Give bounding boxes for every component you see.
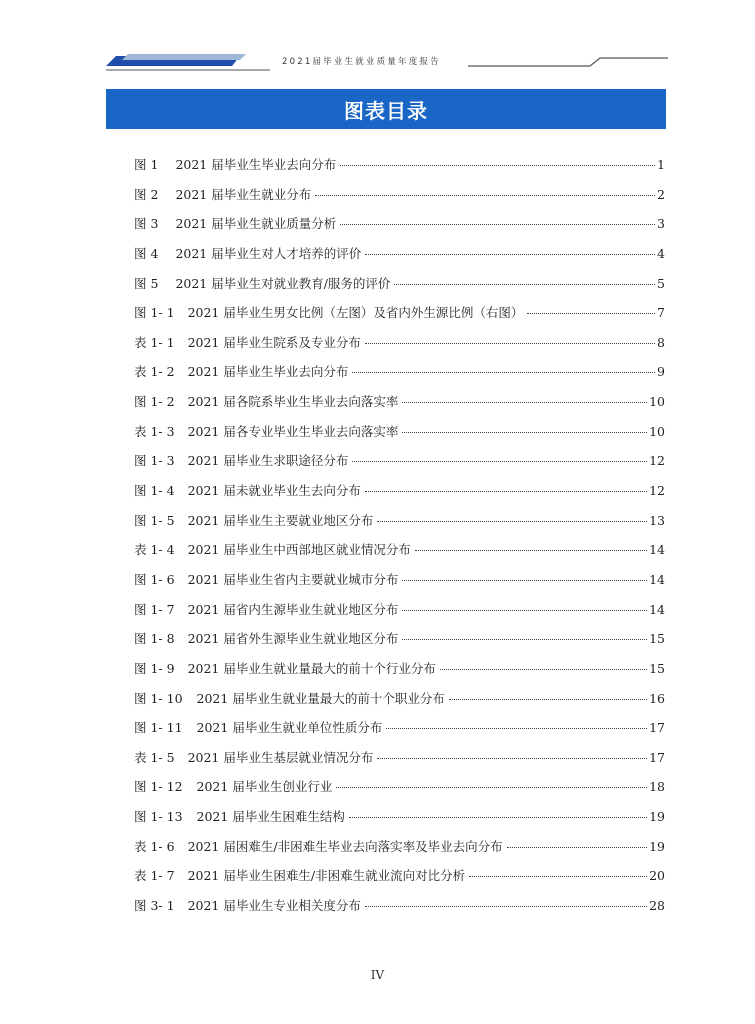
toc-entry-page: 19 [649, 809, 665, 825]
toc-entry[interactable] [134, 624, 665, 654]
toc-entry-title: 2021 届毕业生对就业教育/服务的评价 [175, 275, 391, 291]
toc-entry-label: 图 5 [134, 275, 159, 291]
toc-entry-page: 14 [649, 571, 665, 587]
toc-entry-title: 2021 届毕业生专业相关度分布 [187, 898, 361, 914]
toc-entry-page: 19 [649, 838, 665, 854]
toc-entry-title: 2021 届毕业生就业质量分析 [175, 216, 337, 232]
page-header [0, 0, 755, 80]
toc-entry-title: 2021 届毕业生中西部地区就业情况分布 [187, 542, 411, 558]
page-number: IV [370, 968, 385, 982]
dot-leader [377, 521, 647, 522]
toc-entry[interactable] [134, 565, 665, 595]
toc-entry-label: 图 1- 7 [134, 601, 175, 617]
toc-entry-title: 2021 届毕业生毕业去向分布 [175, 157, 337, 172]
toc-entry-label: 表 1- 7 [134, 868, 175, 884]
toc-entry-page: 12 [649, 453, 665, 469]
dot-leader [386, 728, 647, 729]
toc-entry-page: 14 [649, 542, 665, 558]
toc-entry[interactable] [134, 772, 665, 802]
toc-entry-title: 2021 届省内生源毕业生就业地区分布 [187, 601, 399, 617]
toc-entry-title: 2021 届省外生源毕业生就业地区分布 [187, 631, 399, 647]
toc-entry[interactable] [134, 387, 665, 417]
toc-entry[interactable] [134, 357, 665, 387]
dot-leader [527, 313, 655, 314]
dot-leader [440, 669, 647, 670]
dot-leader [394, 284, 655, 285]
toc-entry-page: 2 [657, 186, 665, 202]
toc-entry-page: 3 [657, 216, 665, 232]
toc-entry-page: 7 [657, 305, 665, 321]
toc-entry-label: 图 1- 2 [134, 394, 175, 410]
toc-entry-label: 图 1- 6 [134, 571, 175, 587]
toc-entry-page: 5 [657, 275, 665, 291]
toc-title-banner [106, 89, 666, 129]
toc-entry-label: 图 1- 13 [134, 809, 183, 825]
toc-entry-page: 15 [649, 631, 665, 647]
dot-leader [352, 372, 655, 373]
toc-entry[interactable] [134, 595, 665, 625]
toc-entry-page: 18 [649, 779, 665, 795]
toc-entry-page: 8 [657, 334, 665, 350]
toc-entry-page: 10 [649, 423, 665, 439]
toc-entry[interactable] [134, 654, 665, 684]
dot-leader [415, 550, 647, 551]
toc-entry-page: 12 [649, 483, 665, 499]
toc-entry-page: 20 [649, 868, 665, 884]
toc-entry[interactable] [134, 684, 665, 714]
dot-leader [365, 254, 655, 255]
toc-entry-page: 28 [649, 898, 665, 914]
dot-leader [507, 847, 648, 848]
header-decoration [0, 0, 755, 80]
toc-entry[interactable] [134, 476, 665, 506]
dot-leader [377, 758, 647, 759]
dot-leader [340, 165, 655, 166]
toc-entry-label: 图 1- 11 [134, 720, 183, 736]
toc-entry-label: 图 1- 3 [134, 453, 175, 469]
toc-entry-title: 2021 届毕业生毕业去向分布 [187, 364, 349, 380]
toc-entry-page: 17 [649, 720, 665, 736]
toc-entry-title: 2021 届困难生/非困难生毕业去向落实率及毕业去向分布 [187, 838, 503, 854]
toc-entry[interactable] [134, 535, 665, 565]
toc-entry[interactable] [134, 446, 665, 476]
toc-entry-label: 图 1- 10 [134, 690, 183, 706]
toc-entry-title: 2021 届毕业生困难生/非困难生就业流向对比分析 [187, 868, 466, 884]
toc-entry-title: 2021 届毕业生院系及专业分布 [187, 334, 361, 350]
toc-entry-title: 2021 届毕业生就业分布 [175, 186, 312, 202]
toc-entry[interactable] [134, 239, 665, 269]
toc-entry[interactable] [134, 180, 665, 210]
dot-leader [469, 876, 647, 877]
toc-entry-label: 表 1- 2 [134, 364, 175, 380]
toc-entry-label: 图 1- 4 [134, 483, 175, 499]
dot-leader [349, 817, 647, 818]
dot-leader [402, 639, 647, 640]
toc-entry[interactable] [134, 832, 665, 862]
toc-entry-page: 1 [657, 157, 665, 172]
dot-leader [402, 610, 647, 611]
toc-entry-title: 2021 届未就业毕业生去向分布 [187, 483, 361, 499]
toc-entry-label: 表 1- 3 [134, 423, 175, 439]
toc-entry[interactable] [134, 269, 665, 299]
dot-leader [402, 580, 647, 581]
dot-leader [402, 402, 647, 403]
toc-entry[interactable] [134, 328, 665, 358]
toc-title: 图表目录 [344, 98, 428, 123]
toc-entry-title: 2021 届毕业生求职途径分布 [187, 453, 349, 469]
toc-entry[interactable] [134, 150, 665, 180]
dot-leader [340, 224, 655, 225]
dot-leader [336, 787, 647, 788]
toc-entry[interactable] [134, 861, 665, 891]
toc-entry-title: 2021 届毕业生就业量最大的前十个职业分布 [196, 690, 445, 706]
toc-entry-label: 图 1- 1 [134, 305, 175, 321]
toc-entry[interactable] [134, 209, 665, 239]
toc-entry-label: 图 3 [134, 216, 159, 232]
toc-entry-label: 图 4 [134, 245, 159, 261]
toc-entry-label: 图 1- 5 [134, 512, 175, 528]
toc-entry-label: 图 1 [134, 157, 159, 172]
toc-entry-label: 表 1- 5 [134, 749, 175, 765]
toc-entry-title: 2021 届毕业生对人才培养的评价 [175, 245, 362, 261]
toc-entry-label: 图 2 [134, 186, 159, 202]
dot-leader [365, 906, 647, 907]
report-title: 2021届毕业生就业质量年度报告 [282, 57, 441, 67]
toc-entry-page: 13 [649, 512, 665, 528]
toc-entry-title: 2021 届毕业生困难生结构 [196, 809, 345, 825]
toc-entry-page: 14 [649, 601, 665, 617]
toc-entry-title: 2021 届各专业毕业生毕业去向落实率 [187, 423, 399, 439]
toc-entry-label: 表 1- 4 [134, 542, 175, 558]
toc-entry-title: 2021 届毕业生省内主要就业城市分布 [187, 571, 399, 587]
toc-entry[interactable] [134, 743, 665, 773]
toc-entry[interactable] [134, 298, 665, 328]
toc-entry[interactable] [134, 802, 665, 832]
toc-entry-page: 15 [649, 660, 665, 676]
toc-entry-label: 图 1- 9 [134, 660, 175, 676]
toc-entry[interactable] [134, 713, 665, 743]
dot-leader [365, 491, 647, 492]
toc-entry-label: 图 1- 8 [134, 631, 175, 647]
toc-entry-title: 2021 届毕业生就业单位性质分布 [196, 720, 383, 736]
toc-entry-title: 2021 届毕业生就业量最大的前十个行业分布 [187, 660, 436, 676]
toc-entry-label: 图 1- 12 [134, 779, 183, 795]
dot-leader [402, 432, 647, 433]
toc-entry-label: 表 1- 1 [134, 334, 175, 350]
toc-entry[interactable] [134, 417, 665, 447]
dot-leader [365, 343, 655, 344]
toc-entry-page: 9 [657, 364, 665, 380]
toc-entry-page: 17 [649, 749, 665, 765]
toc-entry-label: 表 1- 6 [134, 838, 175, 854]
toc-entry-page: 10 [649, 394, 665, 410]
dot-leader [315, 195, 655, 196]
toc-entry-page: 16 [649, 690, 665, 706]
dot-leader [352, 461, 647, 462]
toc-entry-label: 图 3- 1 [134, 898, 175, 914]
toc-entry-title: 2021 届毕业生男女比例（左图）及省内外生源比例（右图） [187, 305, 524, 321]
toc-entry[interactable] [134, 891, 665, 921]
dot-leader [449, 699, 647, 700]
toc-entry-title: 2021 届毕业生创业行业 [196, 779, 333, 795]
toc-entry-title: 2021 届毕业生主要就业地区分布 [187, 512, 374, 528]
toc-entry[interactable] [134, 506, 665, 536]
toc-entry-title: 2021 届各院系毕业生毕业去向落实率 [187, 394, 399, 410]
toc-entry-title: 2021 届毕业生基层就业情况分布 [187, 749, 374, 765]
toc-entry-page: 4 [657, 245, 665, 261]
figure-table-list [134, 150, 665, 921]
